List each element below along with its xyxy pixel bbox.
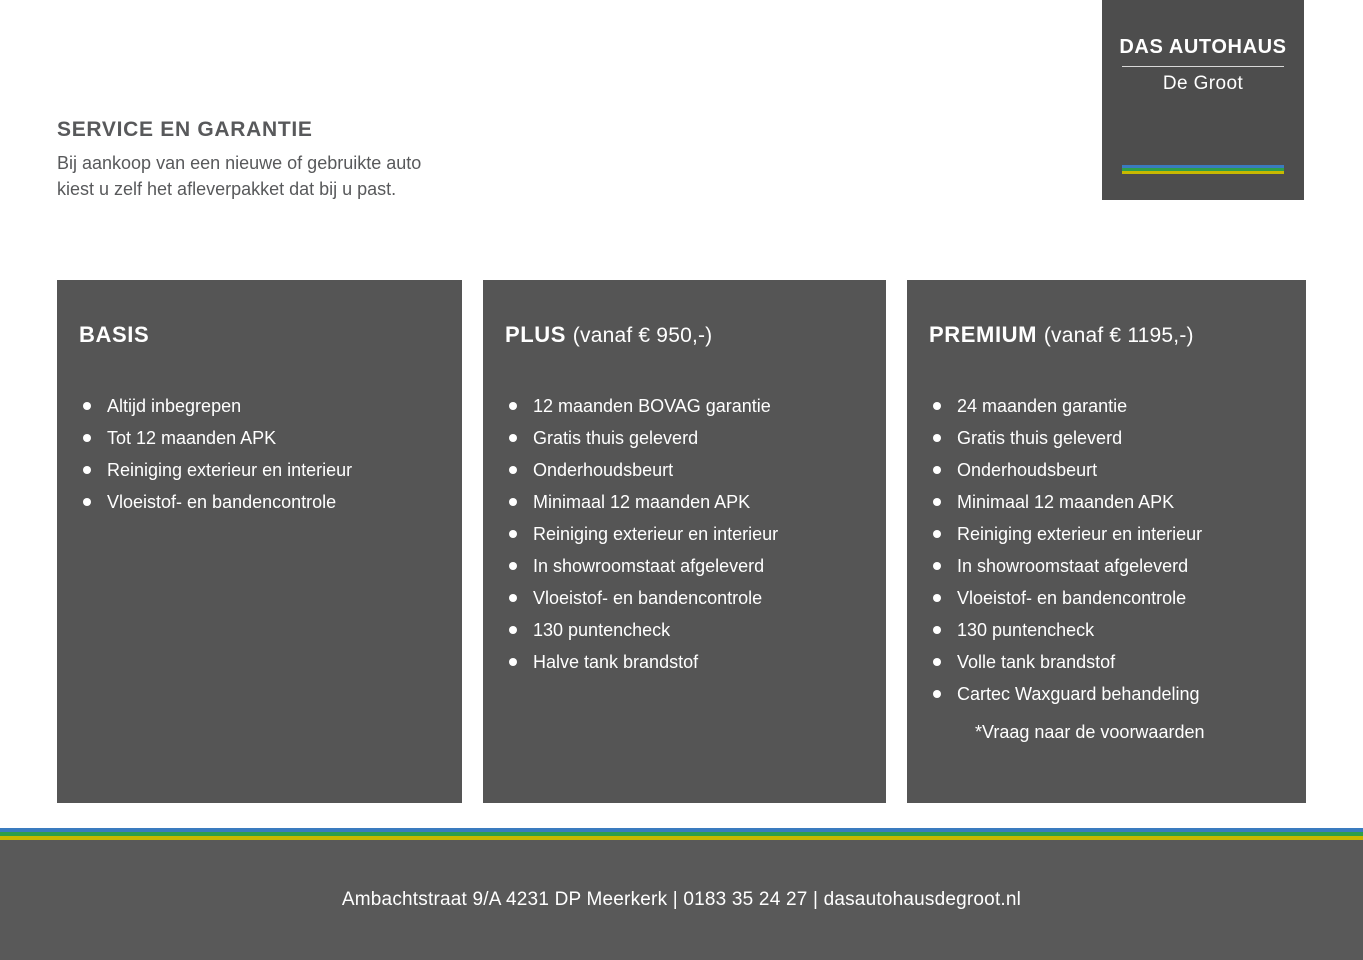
bullet-icon	[509, 626, 517, 634]
logo-divider	[1122, 66, 1284, 67]
footer-contact: Ambachtstraat 9/A 4231 DP Meerkerk | 0183 35 24 27 | dasautohausdegroot.nl	[341, 889, 1022, 910]
list-item-label: Onderhoudsbeurt	[533, 460, 674, 480]
logo-stripes	[1122, 165, 1284, 174]
list-item-label: Vloeistof- en bandencontrole	[107, 492, 337, 512]
package-cards	[57, 280, 1306, 803]
list-item	[79, 390, 436, 422]
package-title-premium	[929, 322, 1280, 348]
package-title-basis	[79, 322, 436, 348]
list-item	[929, 614, 1280, 646]
list-item	[505, 582, 860, 614]
package-price-premium: (vanaf € 1195,-)	[1043, 324, 1194, 347]
page-subtitle	[57, 151, 421, 202]
bullet-icon	[933, 690, 941, 698]
bullet-icon	[933, 434, 941, 442]
list-item-label: Vloeistof- en bandencontrole	[957, 588, 1187, 608]
list-item-label: Cartec Waxguard behandeling	[957, 684, 1200, 704]
bullet-icon	[933, 466, 941, 474]
page-subtitle-line2: kiest u zelf het afleverpakket dat bij u past.	[57, 178, 397, 199]
brand-name: DAS AUTOHAUS	[1119, 36, 1287, 58]
brand-subname: De Groot	[1162, 73, 1244, 94]
list-item	[505, 454, 860, 486]
list-item	[929, 678, 1280, 710]
list-item	[929, 422, 1280, 454]
list-item	[929, 550, 1280, 582]
bullet-icon	[933, 658, 941, 666]
list-item	[929, 390, 1280, 422]
list-item-label: 12 maanden BOVAG garantie	[533, 396, 771, 416]
package-note: *Vraag naar de voorwaarden	[975, 722, 1205, 742]
list-item-label: Vloeistof- en bandencontrole	[533, 588, 763, 608]
list-item	[79, 422, 436, 454]
page-subtitle-line1: Bij aankoop van een nieuwe of gebruikte auto	[57, 153, 422, 173]
package-card-plus	[483, 280, 886, 803]
list-item-label: 130 puntencheck	[533, 620, 671, 640]
bullet-icon	[933, 562, 941, 570]
list-item	[505, 422, 860, 454]
list-item	[929, 582, 1280, 614]
bullet-icon	[509, 402, 517, 410]
package-items-premium	[929, 390, 1280, 748]
list-item	[79, 454, 436, 486]
footer-stripes	[0, 828, 1363, 840]
list-item-label: Reiniging exterieur en interieur	[533, 524, 779, 544]
list-item-label: Reiniging exterieur en interieur	[957, 524, 1203, 544]
list-item	[505, 646, 860, 678]
bullet-icon	[83, 466, 91, 474]
bullet-icon	[509, 594, 517, 602]
list-item	[505, 614, 860, 646]
package-items-plus	[505, 390, 860, 678]
list-item-label: Halve tank brandstof	[533, 652, 699, 672]
list-item	[505, 518, 860, 550]
list-item-label: In showroomstaat afgeleverd	[533, 556, 765, 576]
list-item-label: Gratis thuis geleverd	[533, 428, 699, 448]
bullet-icon	[509, 658, 517, 666]
brand-logo	[1102, 0, 1304, 200]
list-item	[929, 454, 1280, 486]
list-item	[505, 390, 860, 422]
package-title-plus	[505, 322, 860, 348]
bullet-icon	[509, 562, 517, 570]
bullet-icon	[509, 498, 517, 506]
list-item-label: In showroomstaat afgeleverd	[957, 556, 1189, 576]
list-item	[929, 486, 1280, 518]
list-item-label: Onderhoudsbeurt	[957, 460, 1098, 480]
page-heading	[57, 118, 421, 202]
footer-bar	[0, 840, 1363, 960]
list-item	[929, 646, 1280, 678]
list-item-label: Gratis thuis geleverd	[957, 428, 1123, 448]
list-item	[79, 486, 436, 518]
bullet-icon	[933, 594, 941, 602]
list-item-label: Minimaal 12 maanden APK	[533, 492, 751, 512]
bullet-icon	[83, 434, 91, 442]
bullet-icon	[509, 530, 517, 538]
package-name-basis: BASIS	[79, 322, 150, 347]
bullet-icon	[933, 626, 941, 634]
list-item-label: 130 puntencheck	[957, 620, 1095, 640]
bullet-icon	[83, 402, 91, 410]
bullet-icon	[933, 498, 941, 506]
package-name-plus: PLUS	[505, 322, 567, 347]
list-item-label: Volle tank brandstof	[957, 652, 1116, 672]
package-card-basis	[57, 280, 462, 803]
list-item-label: Altijd inbegrepen	[107, 396, 242, 416]
list-item	[505, 486, 860, 518]
bullet-icon	[933, 530, 941, 538]
package-price-plus: (vanaf € 950,-)	[572, 324, 713, 347]
package-name-premium: PREMIUM	[929, 322, 1038, 347]
bullet-icon	[509, 434, 517, 442]
list-item-label: Minimaal 12 maanden APK	[957, 492, 1175, 512]
list-item	[505, 550, 860, 582]
list-item-label: Reiniging exterieur en interieur	[107, 460, 353, 480]
logo-stripe-yellow	[1122, 171, 1284, 174]
list-item-label: 24 maanden garantie	[957, 396, 1128, 416]
page-title: SERVICE EN GARANTIE	[57, 118, 313, 141]
bullet-icon	[933, 402, 941, 410]
package-card-premium	[907, 280, 1306, 803]
bullet-icon	[509, 466, 517, 474]
bullet-icon	[83, 498, 91, 506]
list-item-label: Tot 12 maanden APK	[107, 428, 277, 448]
package-items-basis	[79, 390, 436, 518]
list-item	[929, 518, 1280, 550]
